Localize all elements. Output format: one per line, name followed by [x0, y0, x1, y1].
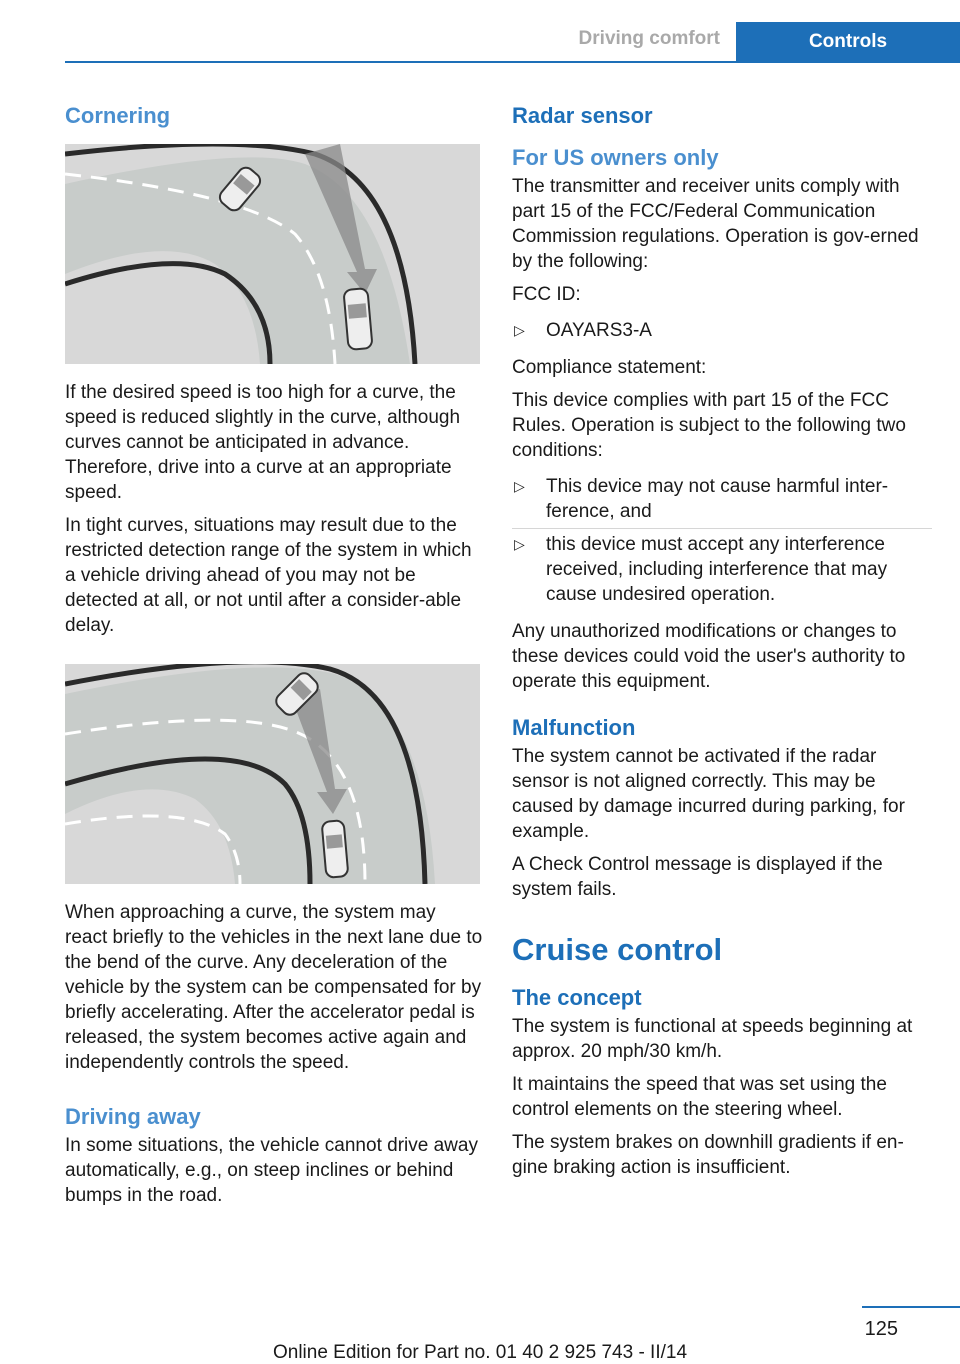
- heading-radar-sensor: Radar sensor: [512, 103, 653, 128]
- footer-edition-text: Online Edition for Part no. 01 40 2 925 743 - II/14: [272, 1342, 688, 1363]
- cornering-paragraph-2: In tight curves, situations may result due to the restricted detection range of the system in which a vehicle driving ahead of you may not be detected at all, or not until after a consider‐able delay.: [65, 515, 472, 636]
- list-item: ▷ This device may not cause harmful inter‐ference, and: [512, 471, 932, 529]
- cruise-paragraph-1: The system is functional at speeds beginning at approx. 20 mph/30 km/h.: [512, 1016, 913, 1062]
- left-column: [65, 100, 483, 1216]
- heading-malfunction: Malfunction: [512, 715, 636, 740]
- triangle-bullet-icon: ▷: [514, 322, 525, 338]
- triangle-bullet-icon: ▷: [514, 536, 525, 552]
- curve-illustration-1: [65, 144, 480, 364]
- fcc-id-label: FCC ID:: [512, 284, 581, 305]
- malfunction-paragraph-1: The system cannot be activated if the radar sensor is not aligned correctly. This may be caused by damage incurred during parking, for example.: [512, 746, 905, 842]
- cornering-paragraph-3: When approaching a curve, the system may react briefly to the vehicles in the next lane due to the bend of the curve. Any deceleration of the vehicle by the system can be compensated for by briefly accelerating. After the accelerator pedal is released, the system becomes active again and independently controls the speed.: [65, 902, 483, 1073]
- cornering-paragraph-1: If the desired speed is too high for a curve, the speed is reduced slightly in the curve, although curves cannot be anticipated in advance. Therefore, drive into a curve at an appropriate speed.: [65, 382, 461, 503]
- triangle-bullet-icon: ▷: [514, 478, 525, 494]
- footer-divider: [862, 1306, 960, 1308]
- header-divider: [65, 61, 960, 63]
- curve-diagram-1: [65, 144, 480, 364]
- malfunction-paragraph-2: A Check Control message is displayed if the system fails.: [512, 854, 883, 900]
- cruise-paragraph-3: The system brakes on downhill gradients if en‐gine braking action is insufficient.: [512, 1132, 904, 1178]
- header-section-title: Driving comfort: [578, 28, 720, 49]
- cruise-paragraph-2: It maintains the speed that was set using the control elements on the steering wheel.: [512, 1074, 887, 1120]
- list-item: ▷ OAYARS3-A: [514, 320, 652, 341]
- header-chapter-tab: Controls: [736, 22, 960, 62]
- conditions-list: [512, 471, 932, 611]
- radar-paragraph-3: Any unauthorized modifications or changes to these devices could void the user's authority to operate this equipment.: [512, 621, 906, 692]
- page-header: [0, 0, 960, 64]
- curve-diagram-2: [65, 664, 480, 884]
- driving-away-paragraph: In some situations, the vehicle cannot drive away automatically, e.g., on steep inclines or behind bumps in the road.: [65, 1135, 478, 1206]
- radar-paragraph-1: The transmitter and receiver units comply with part 15 of the FCC/Federal Communication Commission regulations. Operation is gov‐erned by the following:: [512, 176, 919, 272]
- heading-the-concept: The concept: [512, 985, 642, 1010]
- heading-us-owners: For US owners only: [512, 145, 719, 170]
- fcc-id-list: [512, 315, 932, 347]
- list-item: ▷ this device must accept any interference received, including interference that may cause undesired operation.: [514, 534, 888, 605]
- radar-paragraph-2: This device complies with part 15 of the FCC Rules. Operation is subject to the following two conditions:: [512, 390, 906, 461]
- heading-driving-away: Driving away: [65, 1104, 201, 1129]
- compliance-label: Compliance statement:: [512, 357, 707, 378]
- heading-cruise-control: Cruise control: [512, 932, 723, 967]
- right-column: [512, 100, 932, 1188]
- curve-illustration-2: [65, 664, 480, 884]
- page-number: 125: [864, 1318, 898, 1340]
- heading-cornering: Cornering: [65, 103, 171, 128]
